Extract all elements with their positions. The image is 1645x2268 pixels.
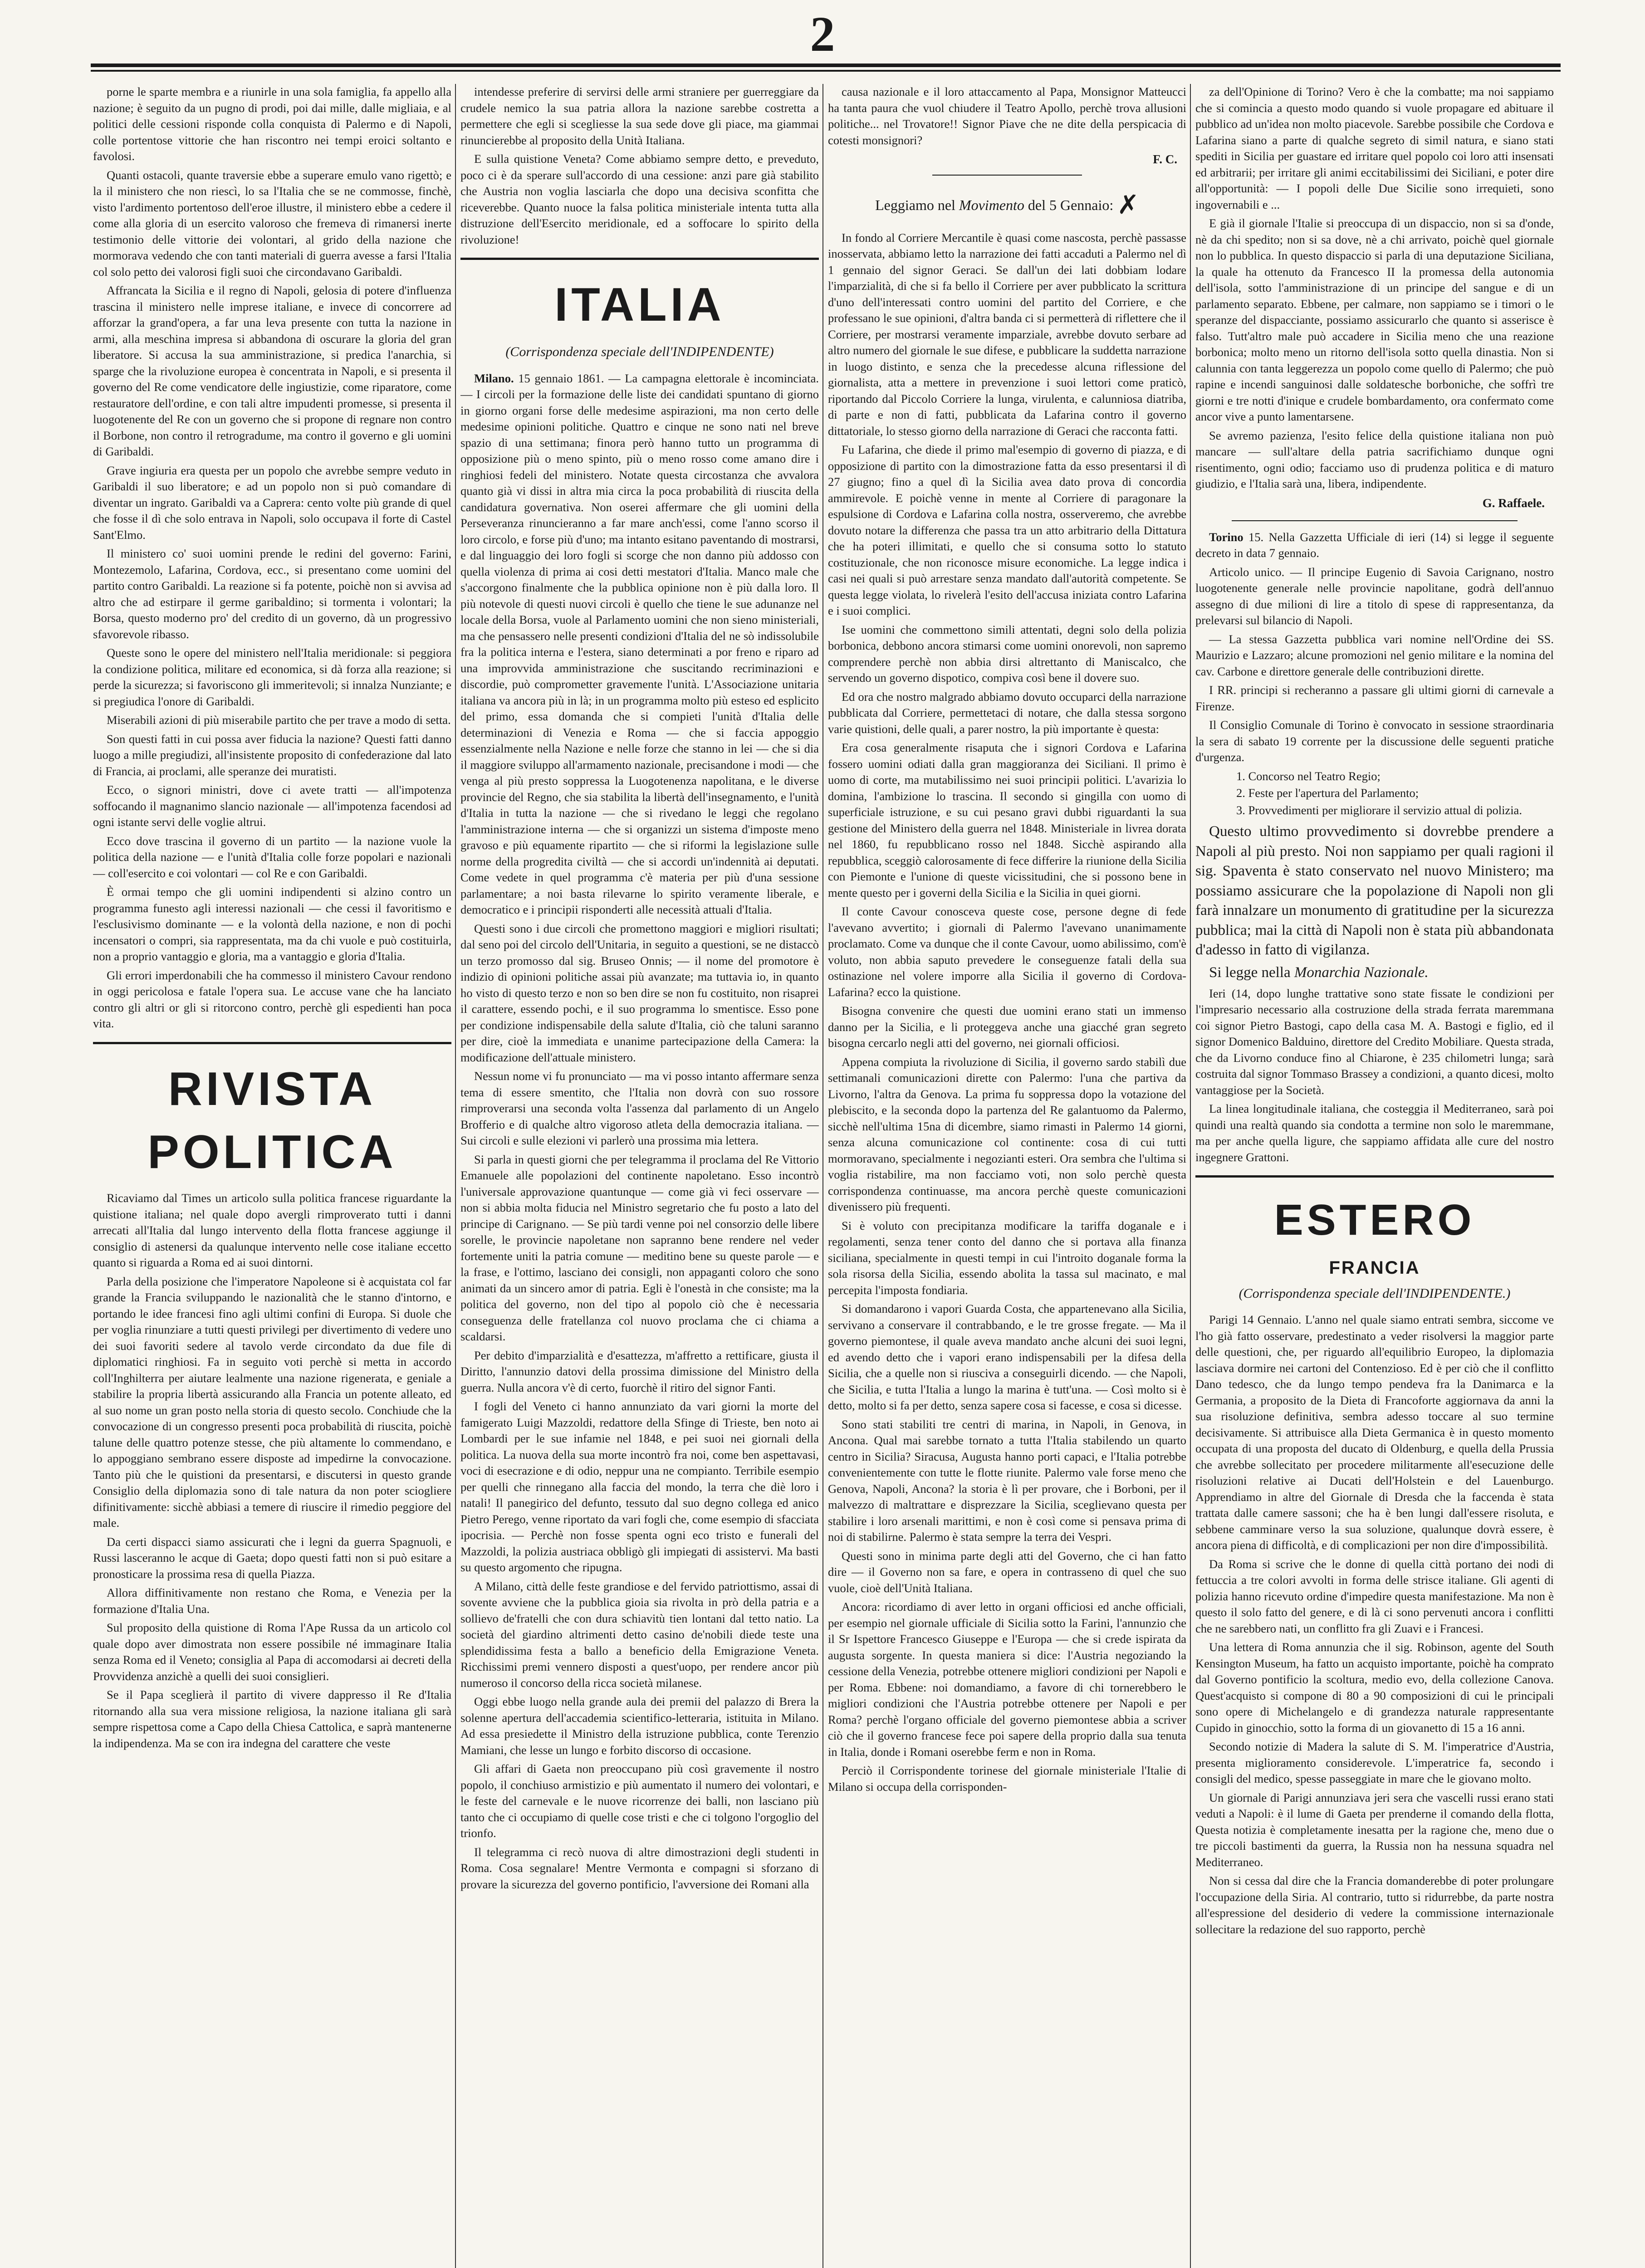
list-item: 3. Provvedimenti per migliorare il servizio attual di polizia. (1236, 803, 1522, 817)
paragraph: Ed ora che nostro malgrado abbiamo dovuto occuparci della narrazione pubblicata dal Corriere, permettetaci di notare, che dalla stessa sorgono varie quistioni, delle quali, a parer nostro, la più importante è questa: (828, 689, 1186, 736)
paragraph: Una lettera di Roma annunzia che il sig. Robinson, agente del South Kensington Museum, ha fatto un acquisto importante, poichè ha comprato dal Governo pontificio la scoltura, medio evo, della collezione Canova. Quest'acquisto si compone di 80 a 90 composizioni di cui le principali sono opere di Michelangelo e di grandezza naturale rappresentante Cupido in ginocchio, sotto la forma di un giovanetto di 15 a 16 anni. (1195, 1640, 1554, 1735)
paragraph: Ancora: ricordiamo di aver letto in organi officiosi ed anche officiali, per esempio nel giornale ufficiale di Sicilia sotto la Farini, l'annunzio che il Sr Ispettore Francesco Giuseppe e l'Europa — che si crede ispirata da augusta sorgente. In questa maniera si dice: l'Austria negoziando la cessione della Venezia, potrebbe ottenere migliori condizioni per Napoli e per Roma. Ebbene: noi domandiamo, a favore di chi tornerebbero le migliori condizioni che l'Austria potrebbe ottenere per Napoli e per Roma? perchè l'organo officiale del governo piemontese abbia a scriver ciò che il governo francese fece poi sapere della proprio dalla sua tenuta in Italia, donde i Romani oserebbe ferm e non in Roma. (828, 1600, 1186, 1759)
italia-heading: ITALIA (554, 279, 725, 331)
paragraph: La linea longitudinale italiana, che costeggia il Mediterraneo, sarà poi quindi una realtà quando sia condotta a termine non solo le maremmane, ma per anche quella ligure, che sappiamo affidata alle cure del nostro ingegnere Grattoni. (1195, 1102, 1554, 1164)
paragraph: Appena compiuta la rivoluzione di Sicilia, il governo sardo stabilì due settimanali comunicazioni dirette con Palermo: l'una che partiva da Livorno, l'altra da Genova. La prima fu soppressa dopo la votazione del plebiscito, e la seconda dopo la partenza del Re galantuomo da Palermo, sicchè nell'ultima 15na di dicembre, siamo rimasti in Palermo 14 giorni, senza alcuna comunicazione col continente: cosa di cui tutti mormoravano, specialmente i negozianti esteri. Ora sembra che l'ultima si voglia ristabilire, ma non facciamo voti, non solo perchè questa corrispondenza continuasse, ma ancora perchè queste comunicazioni divenissero più frequenti. (828, 1055, 1186, 1214)
paragraph: Il conte Cavour conosceva queste cose, persone degne di fede l'avevano avvertito; i giornali di Palermo l'avevano unanimamente proclamato. Come va dunque che il conte Cavour, uomo abilissimo, com'è voluto, non abbia saputo prevedere le conseguenze fatali della sua ostinazione nel volere imporre alla Sicilia il governo di Cordova-Lafarina? ecco la quistione. (828, 904, 1186, 999)
paragraph: Queste sono le opere del ministero nell'Italia meridionale: si peggiora la condizione politica, militare ed economica, si dà forza alla reazione; si perde la sicurezza; si favoriscono gli immeritevoli; si innalza Nunziante; e si pregiudica l'onore di Garibaldi. (93, 646, 451, 708)
paragraph: Ecco, o signori ministri, dove ci avete tratti — all'impotenza soffocando il magnanimo slancio nazionale — all'impotenza facendosi ad ogni istante servi delle voglie altrui. (93, 783, 451, 829)
paragraph: Sul proposito della quistione di Roma l'Ape Russa da un articolo col quale dopo aver dimostrata non essere possibile né immaginare Italia senza Roma ed il Veneto; consiglia al Papa di accomodarsi ai decreti della Provvidenza anzichè a quelli dei suoi consiglieri. (93, 1621, 451, 1683)
newspaper-name: Monarchia Nazionale. (1294, 964, 1429, 981)
section-rule (1232, 520, 1518, 521)
paragraph: È ormai tempo che gli uomini indipendenti si alzino contro un programma funesto agli interessi nazionali — che cessi il favoritismo e l'esclusivismo dominante — e la volontà della nazione, e non di pochi incensatori o compri, sia rappresentata, ma da chi vuole e può costituirla, non a proprio vantaggio e gloria, ma a vantaggio e gloria d'Italia. (93, 885, 451, 963)
paragraph: Questi sono in minima parte degli atti del Governo, che ci han fatto dire — il Governo non sa fare, e opera in contrasseno di quel che suo vuole, cioè dell'Unità Italiana. (828, 1549, 1186, 1595)
header-rule (91, 64, 1561, 72)
paragraph: za dell'Opinione di Torino? Vero è che la combatte; ma noi sappiamo che si comincia a questo modo quando si vuole propagare ed abituare il pubblico ad un'idea non molto piacevole. Sarebbe possibile che Cordova e Lafarina siano a parte di qualche segreto di simil natura, e siano stati spediti in Sicilia per guastare ed irritare quel popolo coi loro atti insensati ed arbitrarii; per irritare gli animi eccitabilissimi dei Siciliani, e poter dire all'opportunità: — I popoli delle Due Sicilie sono irrequieti, sono ingovernabili e ... (1195, 85, 1554, 211)
paragraph: — La stessa Gazzetta pubblica vari nomine nell'Ordine dei SS. Maurizio e Lazzaro; alcune promozioni nel genio militare e la nomina del cav. Carbone e direttore generale delle contribuzioni dirette. (1195, 632, 1554, 678)
paragraph: I RR. principi si recheranno a passare gli ultimi giorni di carnevale a Firenze. (1195, 683, 1554, 713)
torino-dispatch (1195, 529, 1554, 562)
paragraph: Si domandarono i vapori Guarda Costa, che appartenevano alla Sicilia, servivano a conservare il contrabbando, e le tre grosse fregate. — Ma il governo piemontese, il quale aveva mandato anche alcuni dei suoi legni, ed avendo detto che i vapori erano indispensabili per la difesa della Sicilia, che a quelle non si riusciva a conseguirli dicendo. — che Napoli, che Sicilia, e tutta l'Italia a lungo la marina è tutt'una. — Così molto si è detto, molto si fa per detto, senza sapere cosa si facesse, e cosa si dicesse. (828, 1302, 1186, 1413)
editorial-article (93, 84, 451, 1032)
paragraph: Perciò il Corrispondente torinese del giornale ministeriale l'Italie di Milano si occupa della corrisponden- (828, 1764, 1186, 1794)
paragraph: Articolo unico. — Il principe Eugenio di Savoia Carignano, nostro luogotenente generale nelle provincie napolitane, godrà dell'annuo assegno di due milioni di lire a titolo di spese di rappresentanza, da prelevarsi sul bilancio di Napoli. (1195, 565, 1554, 627)
column-divider (455, 84, 456, 2268)
paragraph: Ieri (14, dopo lunghe trattative sono state fissate le condizioni per l'impresario necessario alla costruzione della strada ferrata maremmana coi signor Pietro Bastogi, capo della casa M. A. Bastogi e figlio, ed il signor Domenico Balduino, direttore del Credito Mobiliare. Questa strada, che da Livorno conduce fino al Chiarone, è 235 chilometri lunga; sarà costruita dal signor Tommaso Brassey a condizioni, a quanto dicesi, molto vantaggiose per la Società. (1195, 986, 1554, 1097)
paragraph: Si parla in questi giorni che per telegramma il proclama del Re Vittorio Emanuele alle popolazioni del continente napoletano. Esso incontrò l'universale approvazione quantunque — come già vi feci osservare — non si abbia molta fiducia nel Ministro segretario che fu posto a lato del principe di Carignano. — Se più tardi venne poi nel consorzio delle libere sorelle, le provincie napoletane non sapranno bene rendere nel veder fortemente uniti la patria comune — meditino bene su queste parole — e la frase, e l'ottimo, lasciano dei consigli, non appaganti coloro che sono animati da un sincero amor di patria. Egli è l'onestà in che consiste; ma la politica del governo, non del tipo al popolo ciò che è necessaria conseguenza delle fratellanza col nuovo proclama che ci chiama a scaldarsi. (460, 1152, 819, 1344)
milano-dateline: Milano. (474, 371, 514, 385)
paragraph: Fu Lafarina, che diede il primo mal'esempio di governo di piazza, e di opposizione di partito con la dimostrazione fatta da esso presentarsi il dì 27 giugno; fino a quel dì la Sicilia avea dato prova di concordia ammirevole. E poichè venne in mente al Corriere di paragonare la espulsione di Cordova e Lafarina colla nostra, osserveremo, che avrebbe dovuto notare la differenza che passa tra un atto arbitrario della Dittatura che ha poteri illimitati, e quello che si consuma sotto lo statuto costituzionale, che non riconosce misure economiche. La legge indica i casi nei quali si può arrestare senza mandato dall'autorità competente. Se questa legge violata, lo rivelerà l'esito dell'accusa iniziata contro Lafarina e i suoi complici. (828, 443, 1186, 618)
paragraph: Gli affari di Gaeta non preoccupano più così gravemente il nostro popolo, il conchiuso armistizio e più aumentato il numero dei volontari, e le feste del carnevale e le nuove ricorrenze dei balli, non lasciano più tanto che ci occupiamo di quelle cose tristi e che ci tolgono l'orgoglio del trionfo. (460, 1762, 819, 1840)
paragraph: E già il giornale l'Italie si preoccupa di un dispaccio, non si sa d'onde, nè da chi spedito; non si sa dove, nè a chi arrivato, poichè quel giornale non lo pubblica. In questo dispaccio si parla di una deputazione Siciliana, la quale ha ottenuto da Francesco II la promessa della autonomia dell'isola, sotto l'amministrazione di un principe del sangue e di un parlamento separato. Ebbene, per calmare, non sappiamo se i timori o le speranze del dispacciante, possiamo assicurarlo che quanto si asserisce è falso. Tutt'altro male può accadere in Sicilia meno che una reazione borbonica; molto meno un ritorno dell'isola sotto quella dinastia. Non si calunnia con tanta leggerezza un popolo come quello di Palermo; che può rapine e incendi sanguinosi dalle soldatesche borboniche, che soffrì tre giorni e tre notti d'inique e crudele bombardamento, ora confermato come ancor vive a punto lamentarsene. (1195, 216, 1554, 423)
page-number: 2 (810, 6, 835, 62)
paragraph: Se il Papa sceglierà il partito di vivere dappresso il Re d'Italia ritornando alla sua vera missione religiosa, la nazione italiana gli sarà sempre rispettosa come a Capo della Chiesa Cattolica, e saprà mantenerne la indipendenza. Ma se con ira indegna del carattere che veste (93, 1688, 451, 1750)
paragraph: Il ministero co' suoi uomini prende le redini del governo: Farini, Montezemolo, Lafarina, Cordova, ecc., si presentano come uomini del partito contro Garibaldi. La reazione si fa potente, poichè non si avvisa ad altro che ad estirpare il germe garibaldino; si tormenta i volontari; la Borsa, questo moderno pro' del credito di un governo, dà un progressivo sfavorevole ribasso. (93, 547, 451, 641)
section-rule (932, 175, 1082, 176)
paragraph: Secondo notizie di Madera la salute di S. M. l'imperatrice d'Austria, presenta miglioramento considerevole. L'imperatrice fa, secondo i consigli del medico, spesse passeggiate in mare che le giovano molto. (1195, 1740, 1554, 1786)
paragraph: Per debito d'imparzialità e d'esattezza, m'affretto a rettificare, giusta il Diritto, l'annunzio datovi della prossima dimissione del Ministro della guerra. Nulla ancora v'è di certo, fuorchè il ritiro del signor Fanti. (460, 1348, 819, 1394)
heading-text: del 5 Gennaio: (1028, 197, 1114, 214)
paragraph: A Milano, città delle feste grandiose e del fervido patriottismo, assai di sovente avviene che la pubblica gioia sia rivolta in prò della patria e a sollievo de'fratelli che con dura schiavitù tien lontani dal tetto natio. La società del giardino altrimenti detto casino de'nobili diede teste una splendidissima festa a ballo a beneficio della Emigrazione Veneta. Ricchissimi premi vennero disposti a quest'uopo, per rendere ancor più numeroso il concorso della ricca società milanese. (460, 1579, 819, 1690)
article-signature: F. C. (1153, 152, 1177, 166)
paragraph: Oggi ebbe luogo nella grande aula dei premii del palazzo di Brera la solenne apertura dell'accademia scientifico-letteraria, istituita in Milano. Ad essa presiedette il Ministro della istruzione pubblica, conte Terenzio Mamiani, che lesse un lungo e forbito discorso di occasione. (460, 1695, 819, 1757)
paragraph: Gli errori imperdonabili che ha commesso il ministero Cavour rendono in oggi pericolosa e fatale l'opera sua. Le accuse vane che ha lanciato contro gli altri or gli si ritorcono contro, perchè gli espedienti han poca vita. (93, 968, 451, 1030)
paragraph: intendesse preferire di servirsi delle armi straniere per guerreggiare da crudele nemico la sua patria allora la nazione sarebbe costretta a permettere che egli si scegliesse la sua sede dove gli piace, ma giammai rinuncierebbe al proposito della Unità Italiana. (460, 85, 819, 147)
column-1 (93, 84, 451, 2268)
dispatch-text: 15. Nella Gazzetta Ufficiale di ieri (14) si legge il seguente decreto in data 7 gennaio. (1195, 530, 1554, 560)
paragraph: Ricaviamo dal Times un articolo sulla politica francese riguardante la quistione italiana; nel quale dopo avergli rimproverato tutti i danni arrecati all'Italia dal lungo intervento della flotta francese aggiunge il consiglio di astenersi da qualunque intervento nelle cose italiane eccetto quanto si riguarda a Roma ed ai suoi dintorni. (93, 1191, 451, 1270)
agenda-list (1236, 768, 1554, 819)
paragraph: Era cosa generalmente risaputa che i signori Cordova e Lafarina fossero uomini odiati dalla gran maggioranza dei Siciliani. Il primo è uomo di corte, ma mutabilissimo nei suoi principii politici. L'avarizia lo domina, l'ambizione lo trascina. Il secondo si gingilla con uomo di superficiale istruzione, e su cui pesano gravi dubbi riguardanti la sua gestione del Ministero della guerra nel 1848. Ministeriale in livrea dorata nel 1860, fu repubblicano rosso nel 1848. Sicchè aspirando alla repubblica, sceggiò calorosamente di fece differire la riunione della Sicilia con Piemonte e l'unione di queste vicissitudini, che si possono bene in mente questo per i governi della Sicilia e la Sicilia in quei giorni. (828, 741, 1186, 899)
paragraph: Grave ingiuria era questa per un popolo che avrebbe sempre veduto in Garibaldi il suo liberatore; e ad un popolo non si può comandare di diventar un ingrato. Garibaldi va a Caprera: cento volte più grande di quel che fosse il dì che solo entrava in Napoli, solo occupava il forte di Castel Sant'Elmo. (93, 463, 451, 542)
paragraph: Allora diffinitivamente non restano che Roma, e Venezia per la formazione d'Italia Una. (93, 1586, 451, 1616)
paragraph: Miserabili azioni di più miserabile partito che per trave a modo di setta. (107, 713, 451, 727)
paragraph: Se avremo pazienza, l'esito felice della quistione italiana non può mancare — sull'altare della patria sacrifichiamo dunque ogni risentimento, ogni odio; facciamo uso di prudenza politica e di maturo giudizio, e l'Italia sarà una, libera, indipendente. (1195, 428, 1554, 490)
torino-dateline: Torino (1209, 530, 1244, 544)
section-rule (93, 1042, 451, 1044)
column-2 (460, 84, 819, 2268)
paragraph: In fondo al Corriere Mercantile è quasi come nascosta, perchè passasse inosservata, abbiamo letto la narrazione dei fatti accaduti a Palermo nel dì 1 gennaio del signor Geraci. Se dall'un dei lati dobbiam lodare l'imparzialità, di che si fa bello il Corriere per aver pubblicato la scrittura d'uno dell'interessati contro uomini del partito del Corriere, e che professano le sue opinioni, d'altra banda ci si permetterà di riflettere che il Corriere, per mostrarsi veramente imparziale, avrebbe dovuto serbare ad altro numero del giornale le sue difese, e pubblicare la suddetta narrazione in luogo distinto, e senza che la precedesse alcuna riflessione del giornalista, atta a mettere in prevenzione i suoi lettori come praticò, riportando dal Piccolo Corriere la lunga, virulenta, e calunniosa diatriba, di parte e non di fatti, pubblicata da Lafarina contro il governo dittatoriale, lo stesso giorno della narrazione di Geraci che racconta fatti. (828, 230, 1186, 438)
monarchia-intro (1195, 963, 1554, 983)
rivista-politica-heading: RIVISTA POLITICA (147, 1062, 397, 1178)
paragraph: Son questi fatti in cui possa aver fiducia la nazione? Questi fatti danno luogo a mille pregiudizi, all'insistente proposito di confederazione dal lato di Francia, ai proclami, alle speranze dei muratisti. (93, 732, 451, 778)
paragraph: Affrancata la Sicilia e il regno di Napoli, gelosia di potere d'influenza trascina il ministero nelle imprese italiane, e invece di concorrere ad afforzar la grand'opera, a far una leva presente con tutta la nazione in armi, alla meschina impresa si abbandona di oscurare la gloria del gran liberatore. Si accusa la sua amministrazione, si predica l'anarchia, si sparge che la rivoluzione europea è concentrata in Napoli, e si presenta il governo del Re come vendicatore delle ingiustizie, come riparatore, come restauratore dell'ordine, e con tali altre impudenti promesse, si presenta il luogotenente del Re con un governo che si propone di regnare non contro il Borbone, non contro il retrogradume, ma contro il governo e gli uomini di Garibaldi. (93, 284, 451, 458)
paragraph: Questi sono i due circoli che promettono maggiori e migliori risultati; dal seno poi del circolo dell'Unitaria, in seguito a questioni, se ne distaccò un terzo promosso dal sig. Bruseo Onnis; — il nome del promotore è indizio di opinioni politiche assai più avanzate; ma tuttavia io, in quanto ho visto di questo terzo e non so ben dire se non fu costituito, non risaprei il carattere, essendo pochi, e il suo programma lo smentisce. Esso pone per condizione indispensabile della salute d'Italia, ciò che taluni saranno per dire, cioè la immediata e unanime partecipazione della Camera: la modificazione dell'attuale ministero. (460, 921, 819, 1064)
leggiamo-heading (828, 187, 1186, 223)
paragraph: Bisogna convenire che questi due uomini erano stati un immenso danno per la Sicilia, e li proteggeva anche una giacché gran segreto bisogna cercarlo negli atti del governo, nei giornali officiosi. (828, 1004, 1186, 1050)
handwritten-mark-icon: ✗ (1117, 189, 1139, 220)
column-4 (1195, 84, 1554, 2268)
estero-heading: ESTERO (1274, 1196, 1475, 1245)
heading-text: Leggiamo nel (875, 197, 955, 214)
dispatch-text: 15 gennaio 1861. — La campagna elettorale è incominciata. — I circoli per la formazione delle liste dei candidati spuntano di giorno in giorno organi forse delle medesime aspirazioni, ma non certo delle medesime opinioni politiche. Quattro e cinque ne sono nati nel breve spazio di una settimana; finora però hanno tutto un programma di opposizione più o meno spinto, più o meno rosso come amano dire i ringhiosi fedeli del ministero. Notate questa circostanza che avvalora quanto già vi dissi in altra mia circa la poca probabilità di riuscita della candidatura governativa. Non oserei affermare che gli uomini della Perseveranza rinuncieranno a far mare anch'essi, come l'anno scorso il loro circolo, e forse più d'uno; ma intanto esitano paventando di mostrarsi, e dal linguaggio dei loro fogli si scorge che non danno più addosso con quella violenza di prima ai cosi detti mestatori d'Italia. Manco male che s'accorgono finalmente che la pubblica opinione non è più dalla loro. Il più notevole di questi nuovi circoli è quello che tiene le sue adunanze nel locale della Borsa, vuole al Parlamento uomini che non sieno ministeriali, ma che pensassero nelle presenti condizioni d'Italia del ne sò indissolubile fra la politica interna e l'estera, siano determinati a por freno e riparo ad una improvvida amministrazione che suscitando recriminazioni e discordie, può comprometter gravemente l'unità. L'Associazione unitaria italiana va ancora più in là; in un programma molto più esteso ed esplicito del primo, essa domanda che si compieti l'unità d'Italia delle determinazioni di Venezia e Roma — che si faccia appoggio essenzialmente nella Nazione e nelle forze che stanno in lei — che si dia il maggiore sviluppo all'armamento nazionale, precisandone i modi — che venga al più presto soppressa la Luogotenenza napolitana, e le diverse provincie del Regno, che sia stabilita la libertà dell'insegnamento, e l'unità d'Italia in tutta la nazione — che si rivedano le leggi che regolano l'amministrazione interna — che si organizzi un sistema d'imposte meno gravoso e più equamente ripartito — che si riformi la legislazione sulle norme della progredita civiltà — che si accordi un'indennità ai deputati. Come vedete in quel programma c'è materia per più d'una sessione parlamentare; a noi basta rilevarne lo spirito veramente liberale, e democratico e i principii risponderti alle necessità attuali d'Italia. (460, 371, 819, 917)
italia-subheading: (Corrispondenza speciale dell'INDIPENDENTE) (505, 344, 774, 360)
paragraph: porne le sparte membra e a riunirle in una sola famiglia, fa appello alla nazione; è seguito da un pugno di prodi, poi dai mille, dalle migliaia, e al politici delle cessioni risponde colla conquista di Palermo e di Napoli, colle portentose vittorie che han riscontro nei tempi eroici soltanto e favolosi. (93, 85, 451, 163)
column-divider (1190, 84, 1191, 2268)
paragraph: Si è voluto con precipitanza modificare la tariffa doganale e i regolamenti, senza tener conto del danno che si portava alla finanza siciliana, specialmente in questi tempi in cui l'introito doganale forma la sola risorsa della Sicilia, essendo abolita la tassa sul macinato, e mal percepita l'imposta fondiaria. (828, 1218, 1186, 1297)
intro-text: Si legge nella (1209, 964, 1291, 981)
paragraph: Il Consiglio Comunale di Torino è convocato in sessione straordinaria la sera di sabato 19 corrente per la discussione delle seguenti pratiche d'urgenza. (1195, 718, 1554, 764)
paragraph: Ise uomini che commettono simili attentati, degni solo della polizia borbonica, debbono ancora stimarsi come uomini onorevoli, non sapremo comprendere perchè non abbia dirsi altrettanto di Maniscalco, che servendo un governo dispotico, compiva così bene il dovere suo. (828, 622, 1186, 685)
section-rule (1195, 1175, 1554, 1178)
paragraph: E sulla quistione Veneta? Come abbiamo sempre detto, e preveduto, poco ci è da sperare sull'accordo di una cessione: anzi pare già stabilito che Austria non voglia lasciarla che dopo una decisiva sconfitta che riceverebbe. Quanto nuoce la falsa politica ministeriale intenta tutta alla distruzione dell'Esercito meridionale, ed a soffocare lo spirito della rivoluzione! (460, 152, 819, 246)
paragraph: Parla della posizione che l'imperatore Napoleone si è acquistata col far grande la Francia sviluppando le nazionalità che le stanno d'intorno, e portando le idee francesi fino agli ultimi confini di Europa. Si duole che per voglia rinunziare a tutti questi privilegi per divertimento di vedere uno dei suoi favoriti sedere al tavolo verde circondato da due file di diplomatici ringhiosi. Fa in seguito voti perchè si metta in accordo coll'Inghilterra per aiutare lealmente una nazione rigenerata, e geniale a stabilire la propria libertà assicurando alla Francia un potente alleato, ed al suo nome un gran posto nella storia di questo secolo. Conchiude che la convocazione di un congresso presenti poca probabilità di riuscita, poichè talune delle quattro potenze stesse, che più altamente lo commendano, e lo appoggiano sembrano essere disposte ad impedirne la convocazione. Tanto più che le quistioni da presentarsi, e discutersi in questo grande Consiglio della diplomazia sono di tale natura da non poter sciogliere difinitivamente: sicchè abbiasi a temere di riuscire il rimedio peggiore del male. (93, 1274, 451, 1530)
column-3 (828, 84, 1186, 2268)
column-divider (822, 84, 823, 2268)
rivista-politica-article (93, 1190, 451, 1751)
paragraph: Sono stati stabiliti tre centri di marina, in Napoli, in Genova, in Ancona. Qual mai sarebbe tornato a tutta l'Italia stabilendo un quarto centro in Sicilia? Siracusa, Augusta hanno porti capaci, e l'Italia potrebbe convenientemente con tutte le flotte riunite. Palermo vale forse meno che Genova, Napoli, Ancona? la storia è lì per provare, che i Borboni, per il malvezzo di maltrattare e disprezzare la Sicilia, sceglievano questa per stabilire i loro arsenali marittimi, e non è così come si pensava prima di noi di stabilirne. Palermo è stata sempre la terra dei Vespri. (828, 1417, 1186, 1544)
paragraph: Parigi 14 Gennaio. L'anno nel quale siamo entrati sembra, siccome ve l'ho già fatto osservare, predestinato a veder risolversi la maggior parte delle questioni, che, per riguardo all'equilibrio Europeo, la diplomazia lasciava dormire nei cartoni del Contenzioso. Ed è per ciò che il conflitto Dano tedesco, che da lungo tempo pendeva fra la Danimarca e la Germania, a proposito de la Dieta di Francoforte aggiornava da anni la sua risoluzione definitiva, sembra adesso toccare al suo termine decisivamente. Si attribuisce alla Dieta Germanica è in questo momento occupata di una proposta del ducato di Oldenburg, e quella della Prussia che avrebbe sollecitato per procedere militarmente all'esecuzione delle risoluzioni relative ai Ducati dell'Holstein e del Lauenburgo. Apprendiamo in altre del Giornale di Dresda che la faccenda è stata trattata dalle camere sassoni; che ha è ben lungi dall'essere risoluta, e sebbene camminare verso la sua soluzione, qualunque dovrà essere, è ancora piena di difficoltà, e di complicazioni per non dire d'impossibilità. (1195, 1313, 1554, 1552)
paragraph: I fogli del Veneto ci hanno annunziato da vari giorni la morte del famigerato Luigi Mazzoldi, redattore della Sfinge di Trieste, ben noto ai Lombardi per le sue infamie nel 1848, e pei suoi nei giornali della politica. La nuova della sua morte incontrò fra noi, come ben aspettavasi, voci di esecrazione e di odio, neppur una ne compianto. Terribile esempio per quelli che rinnegano alla faccia del mondo, la terra che diè loro i natali! Il panegirico del defunto, tessuto dal suo degno collega ed anico Pietro Perego, venne riportato da vari fogli che, come esempio di sfacciata ipocrisia. — Perchè non fosse spenta ogni eco tristo e funerali del Mazzoldi, la polizia austriaca obbligò gli impiegati di assistervi. Ma basti su questo argomento che ripugna. (460, 1399, 819, 1574)
francia-subheading: (Corrispondenza speciale dell'INDIPENDENTE.) (1239, 1286, 1511, 1301)
paragraph: causa nazionale e il loro attaccamento al Papa, Monsignor Matteucci ha tanta paura che vuol chiudere il Teatro Apollo, perchè trova allusioni politiche... nel Trovatore!! Signor Piave che ne dite della perspicacia di cotesti monsignori? (828, 85, 1186, 147)
paragraph: Un giornale di Parigi annunziava jeri sera che vascelli russi erano stati veduti a Napoli: è il lume di Gaeta per prenderne il comando della flotta, Questa notizia è completamente inesatta per la ragione che, meno due o tre piccoli bastimenti da guerra, la Russia non ha nessuna squadra nel Mediterraneo. (1195, 1790, 1554, 1869)
francia-heading: FRANCIA (1329, 1257, 1420, 1278)
milano-dispatch (460, 371, 819, 918)
paragraph: Quanti ostacoli, quante traversie ebbe a superare emulo vano rigettò; e la il ministero che non riescì, lo sa l'Italia che se ne commosse, finchè, visto l'ardimento portentoso dell'eroe illustre, il ministero ebbe a cedere il come alla gloria di un esercito valoroso che fremeva di rimanersi inerte testimonio delle vittorie dei volontari, al grido della nazione che mormorava vedendo che con tanti materiali di guerra avesse a farsi l'Italia col solo petto dei valorosi figli suoi che circondavano Garibaldi. (93, 168, 451, 279)
paragraph: Da certi dispacci siamo assicurati che i legni da guerra Spagnuoli, e Russi lasceranno le acque di Gaeta; dopo questi fatti non si può esitare a pronosticare la prossima resa di quella Piazza. (93, 1535, 451, 1581)
paragraph: Ecco dove trascina il governo di un partito — la nazione vuole la politica della nazione — e l'unità d'Italia colle forze popolari e nazionali — coll'esercito e coi volontari — col Re e con Garibaldi. (93, 834, 451, 880)
paragraph: Il telegramma ci recò nuova di altre dimostrazioni degli studenti in Roma. Cosa segnalare! Mentre Vermonta e compagni si sforzano di provare la sicurezza del governo pontificio, l'avversione dei Romani alla (460, 1845, 819, 1891)
paragraph: Da Roma si scrive che le donne di quella città portano dei nodi di fettuccia a tre colori avvolti in forma delle strisce italiane. Gli agenti di polizia hanno ricevuto ordine d'impedire questa manifestazione. Ma non è questo il solo fatto del genere, e di là ci sono pervenuti ancora i conflitti che ne sarebbero nati, un conflitto fra gli Zuavi e i Francesi. (1195, 1557, 1554, 1635)
list-item: 2. Feste per l'apertura del Parlamento; (1236, 786, 1419, 800)
paragraph: Non si cessa dal dire che la Francia domanderebbe di poter prolungare l'occupazione della Siria. Al contrario, tutto si ridurrebbe, da parte nostra all'espressione del desiderio di vedere la commissione internazionale sollecitare la redazione del suo rapporto, perchè (1195, 1874, 1554, 1936)
section-rule (460, 258, 819, 260)
newspaper-name: Movimento (959, 197, 1024, 214)
highlighted-paragraph: Questo ultimo provvedimento si dovrebbe prendere a Napoli al più presto. Noi non sappiamo per quali ragioni il sig. Spaventa è stato conservato nel nuovo Ministero; ma possiamo assicurare che la popolazione di Napoli non gli farà innalzare un monumento di gratitudine per la sicurezza pubblica; mai la città di Napoli non è stata più abbandonata d'adesso in fatto di vigilanza. (1195, 823, 1554, 958)
paragraph: Nessun nome vi fu pronunciato — ma vi posso intanto affermare senza tema di essere smentito, che l'Italia non dovrà con suo rossore rimproverarsi una seconda volta l'assenza dal parlamento di un Angelo Brofferio e di qualche altro vigoroso atleta della democrazia italiana. — Sui circoli e sulle elezioni vi parlerò una prossima mia lettera. (460, 1069, 819, 1148)
list-item: 1. Concorso nel Teatro Regio; (1236, 769, 1381, 783)
article-signature: G. Raffaele. (1482, 496, 1545, 510)
